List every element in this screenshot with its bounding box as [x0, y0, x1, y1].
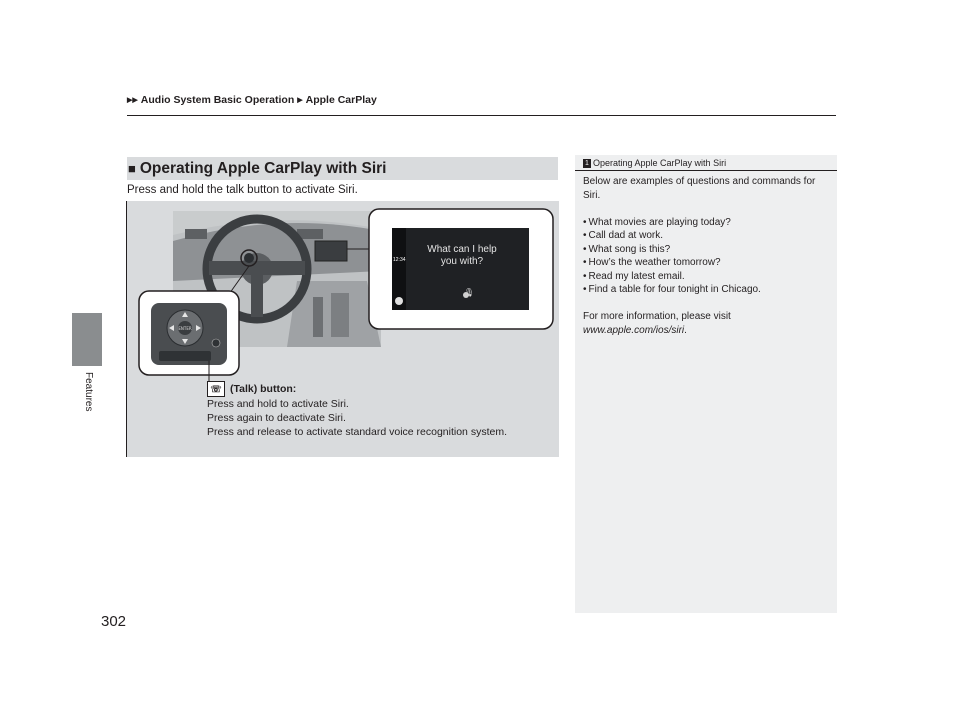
svg-text:ENTER: ENTER — [178, 326, 192, 331]
side-tab-label — [82, 372, 96, 432]
note-heading — [583, 158, 726, 168]
page-number: 302 — [101, 613, 127, 630]
breadcrumb — [127, 94, 377, 106]
talk-button-caption — [207, 381, 507, 439]
talk-caption-line3: Press and release to activate standard voice recognition system. — [207, 426, 507, 438]
breadcrumb-arrow-icon: ▶▶ — [127, 97, 138, 104]
note-more-info: For more information, please visit — [583, 311, 731, 322]
list-item: • What song is this? — [583, 243, 833, 257]
note-badge: 1 — [583, 159, 591, 168]
section-intro: Press and hold the talk button to activate Siri. — [127, 184, 358, 196]
carplay-screen-time: 12:34 — [393, 257, 406, 263]
note-url-suffix: . — [684, 324, 687, 336]
note-intro-line1: Below are examples of questions and commands for — [583, 176, 816, 187]
breadcrumb-arrow-icon: ▶ — [297, 97, 303, 104]
talk-button-label: (Talk) button: — [230, 383, 297, 395]
apple-siri-link[interactable]: www.apple.com/ios/siri — [583, 324, 685, 336]
note-url-line — [583, 324, 833, 338]
note-examples — [583, 216, 833, 297]
note-intro-line2: Siri. — [583, 189, 601, 201]
talk-caption-line2: Press again to deactivate Siri. — [207, 412, 346, 424]
section-header — [127, 157, 558, 180]
header-rule — [127, 115, 836, 116]
side-tab-label-text: Features — [83, 372, 94, 412]
list-item: • Find a table for four tonight in Chicago. — [583, 283, 833, 297]
side-tab — [72, 313, 102, 366]
talk-caption-line1: Press and hold to activate Siri. — [207, 398, 349, 410]
breadcrumb-item-carplay[interactable]: Apple CarPlay — [305, 94, 377, 106]
note-heading-text: Operating Apple CarPlay with Siri — [593, 158, 727, 168]
carplay-prompt-line1: What can I help — [427, 244, 497, 255]
list-item: • What movies are playing today? — [583, 216, 833, 230]
list-item: • How’s the weather tomorrow? — [583, 256, 833, 270]
carplay-screen-prompt — [394, 244, 530, 268]
section-square-icon: ■ — [128, 161, 136, 176]
talk-button-icon: ☏ — [207, 381, 225, 397]
breadcrumb-item-audio[interactable]: Audio System Basic Operation — [140, 94, 295, 106]
list-item: • Read my latest email. — [583, 270, 833, 284]
carplay-prompt-line2: you with? — [440, 256, 484, 267]
microphone-icon: 🎙 — [464, 288, 475, 297]
list-item: • Call dad at work. — [583, 229, 833, 243]
section-title: Operating Apple CarPlay with Siri — [139, 159, 387, 177]
note-rule — [575, 170, 837, 171]
note-body — [583, 175, 833, 337]
